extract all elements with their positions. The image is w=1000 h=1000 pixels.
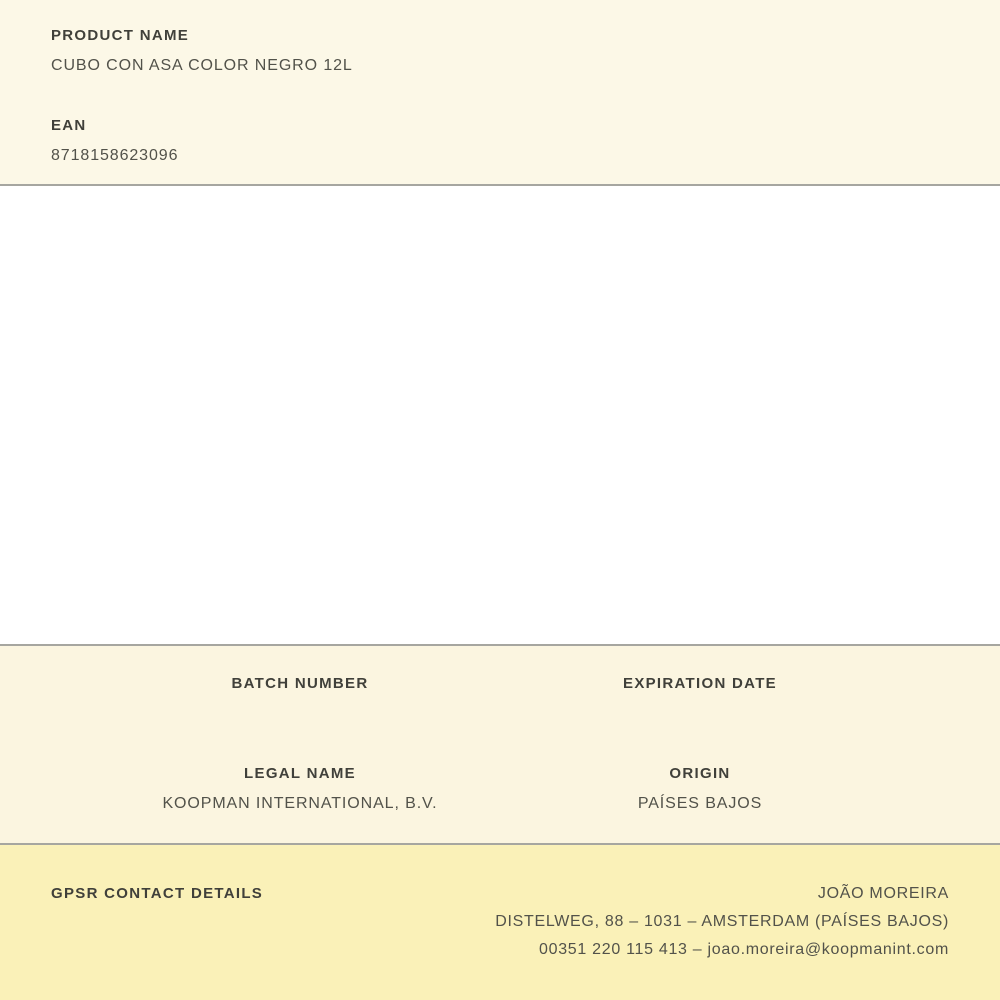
origin-value: PAÍSES BAJOS	[637, 795, 763, 812]
product-name-group	[51, 27, 949, 75]
product-image-area	[0, 186, 1000, 644]
gpsr-contact-label: GPSR CONTACT DETAILS	[51, 885, 264, 902]
details-grid	[100, 675, 900, 813]
batch-number-value	[100, 705, 500, 723]
legal-name-cell	[100, 765, 500, 813]
ean-label: EAN	[51, 117, 87, 134]
expiration-date-label: EXPIRATION DATE	[623, 675, 777, 692]
expiration-date-cell	[500, 675, 900, 723]
batch-number-cell	[100, 675, 500, 723]
expiration-date-value	[500, 705, 900, 723]
gpsr-contact-section	[0, 843, 1000, 1000]
gpsr-contact-block	[495, 885, 949, 959]
product-name-label: PRODUCT NAME	[51, 27, 190, 44]
origin-cell	[500, 765, 900, 813]
contact-phone-email: 00351 220 115 413 – joao.moreira@koopmanint.com	[539, 941, 949, 958]
legal-name-label: LEGAL NAME	[244, 765, 356, 782]
contact-person-name: JOÃO MOREIRA	[817, 885, 949, 902]
legal-name-value: KOOPMAN INTERNATIONAL, B.V.	[162, 795, 438, 812]
origin-label: ORIGIN	[669, 765, 731, 782]
ean-value: 8718158623096	[51, 147, 179, 164]
product-name-value: CUBO CON ASA COLOR NEGRO 12L	[51, 57, 353, 74]
details-section	[0, 644, 1000, 843]
contact-address: DISTELWEG, 88 – 1031 – AMSTERDAM (PAÍSES BAJOS)	[495, 913, 949, 930]
batch-number-label: BATCH NUMBER	[231, 675, 369, 692]
ean-group	[51, 117, 949, 165]
product-info-section	[0, 0, 1000, 186]
